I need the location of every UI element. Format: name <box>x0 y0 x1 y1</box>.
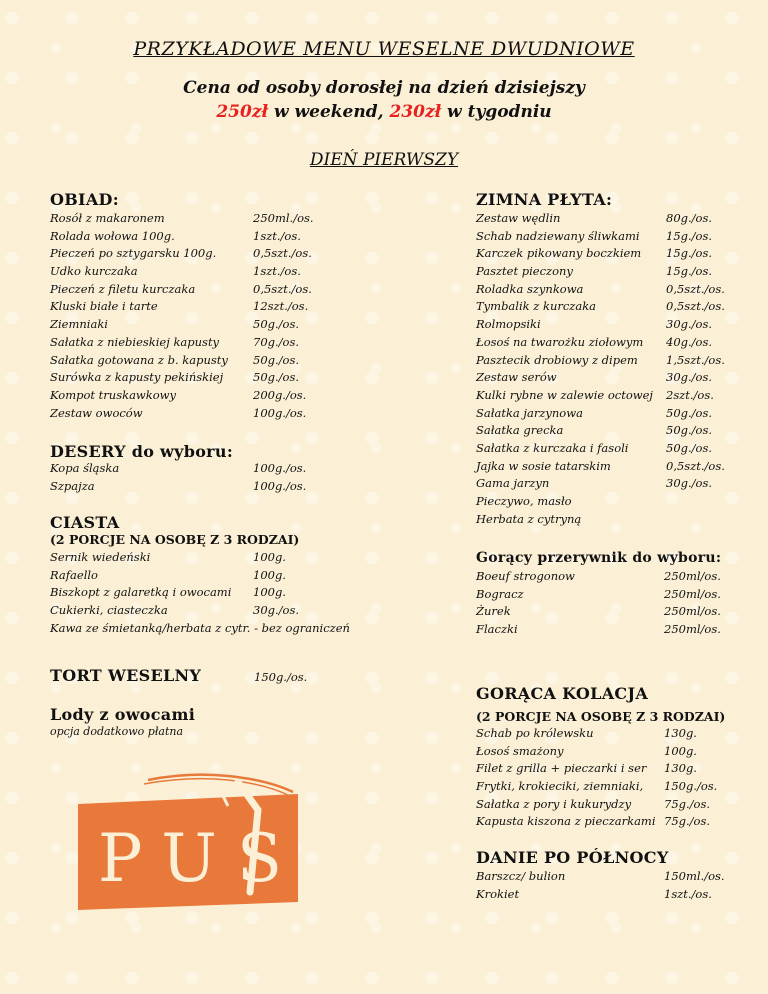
menu-item-portion: 100g./os. <box>253 461 307 475</box>
polnoc-list <box>476 868 736 903</box>
menu-item-name: Krokiet <box>476 886 520 901</box>
menu-item <box>476 281 736 299</box>
menu-item <box>50 334 350 352</box>
menu-item-portion: 250ml/os. <box>664 569 721 583</box>
kolacja-sub: (2 PORCJE NA OSOBĘ Z 3 RODZAI) <box>476 709 726 724</box>
menu-item <box>50 478 350 496</box>
menu-item-name: Bogracz <box>476 586 524 601</box>
menu-item-name: Sałatka z niebieskiej kapusty <box>50 334 220 349</box>
menu-item-name: Pasztecik drobiowy z dipem <box>476 352 638 367</box>
desery-list <box>50 460 350 495</box>
menu-item <box>50 298 350 316</box>
menu-item-name: Sałatka gotowana z b. kapusty <box>50 352 228 367</box>
page-title: PRZYKŁADOWE MENU WESELNE DWUDNIOWE <box>133 38 635 60</box>
menu-item-name: Frytki, krokieciki, ziemniaki, <box>476 779 644 794</box>
menu-item-portion: 30g./os. <box>666 476 713 491</box>
menu-item-name: Filet z grilla + pieczarki i ser <box>476 761 647 776</box>
menu-item <box>476 316 736 334</box>
menu-item-name: Łosoś smażony <box>476 743 564 758</box>
menu-item-portion: 100g./os. <box>253 478 307 493</box>
menu-item <box>476 440 736 458</box>
menu-item-portion: 100g. <box>253 567 286 582</box>
menu-item-portion: 200g./os. <box>253 387 307 402</box>
menu-item-name: Sałatka z kurczaka i fasoli <box>476 440 629 455</box>
menu-item-portion: 250ml/os. <box>664 622 721 637</box>
menu-item-name: Rafaello <box>50 567 98 582</box>
menu-item <box>50 405 350 423</box>
menu-item-portion: 50g./os. <box>253 317 300 332</box>
weekday-text: w tygodniu <box>441 102 552 122</box>
menu-item-portion: 80g./os. <box>666 211 713 225</box>
ciasta-heading: CIASTA <box>50 513 120 532</box>
menu-item-name: Kopa śląska <box>50 461 120 475</box>
menu-item <box>50 549 370 567</box>
menu-item <box>476 760 736 778</box>
menu-item-name: Biszkopt z galaretką i owocami <box>50 585 232 600</box>
menu-item-name: Pieczywo, masło <box>476 494 572 508</box>
menu-item-portion: 50g./os. <box>253 370 300 385</box>
menu-item <box>476 493 736 511</box>
menu-item-portion: 75g./os. <box>664 796 711 811</box>
menu-item-portion: 15g./os. <box>666 264 713 279</box>
menu-item-portion: 100g. <box>664 743 697 758</box>
menu-item-portion: 30g./os. <box>253 603 300 618</box>
menu-item-portion: 1szt./os. <box>253 228 301 243</box>
menu-item-name: Roladka szynkowa <box>476 281 584 296</box>
menu-item-name: Zestaw wędlin <box>476 211 561 225</box>
kolacja-list <box>476 725 736 831</box>
menu-item-name: Kompot truskawkowy <box>50 387 177 402</box>
menu-item-portion: 30g./os. <box>666 317 713 332</box>
menu-item-portion: 2szt./os. <box>666 387 714 402</box>
menu-item <box>476 369 736 387</box>
menu-item-portion: 15g./os. <box>666 228 713 243</box>
menu-item-portion: 50g./os. <box>253 352 300 367</box>
menu-item <box>476 475 736 493</box>
menu-item <box>50 369 350 387</box>
lody-note: opcja dodatkowo płatna <box>50 725 184 738</box>
menu-item-portion: 30g./os. <box>666 370 713 385</box>
menu-item <box>50 567 370 585</box>
menu-item-name: Rosół z makaronem <box>50 211 165 225</box>
menu-item-name: Sałatka z pory i kukurydzy <box>476 796 632 811</box>
menu-item <box>50 352 350 370</box>
menu-item <box>476 422 736 440</box>
pus-logo <box>78 772 308 912</box>
menu-item-portion: 100g. <box>253 550 286 564</box>
weekend-price: 250zł <box>216 102 269 122</box>
price-line: Cena od osoby dorosłej na dzień dzisiejszy <box>183 78 585 98</box>
menu-item-name: Herbata z cytryną <box>476 511 582 526</box>
menu-item <box>476 621 736 639</box>
menu-item <box>50 584 370 602</box>
menu-item-portion: 1szt./os. <box>664 886 712 901</box>
menu-item-portion: 0,5szt./os. <box>666 281 725 296</box>
menu-item-portion: 75g./os. <box>664 814 711 829</box>
menu-item-name: Pieczeń z filetu kurczaka <box>50 281 196 296</box>
price-detail <box>0 102 768 122</box>
menu-item-portion: 130g. <box>664 761 697 776</box>
menu-item-portion: 1szt./os. <box>253 264 301 279</box>
kolacja-heading: GORĄCA KOLACJA <box>476 684 649 703</box>
menu-item-name: Jajka w sosie tatarskim <box>476 458 611 473</box>
menu-item-portion: 0,5szt./os. <box>666 299 725 314</box>
menu-item-portion: 50g./os. <box>666 423 713 438</box>
menu-item-portion: 150ml./os. <box>664 869 725 883</box>
menu-item-name: Gama jarzyn <box>476 476 550 491</box>
menu-item-name: Rolada wołowa 100g. <box>50 228 175 243</box>
menu-item-name: Zestaw serów <box>476 370 557 385</box>
menu-item-name: Ziemniaki <box>50 317 108 332</box>
menu-item <box>476 743 736 761</box>
menu-item-name: Boeuf strogonow <box>476 569 575 583</box>
menu-item-name: Kulki rybne w zalewie octowej <box>476 387 653 402</box>
obiad-list <box>50 210 350 422</box>
obiad-heading: OBIAD: <box>50 190 119 209</box>
menu-item-name: Barszcz/ bulion <box>476 869 566 883</box>
menu-item-portion: 130g. <box>664 726 697 740</box>
weekday-price: 230zł <box>389 102 442 122</box>
tort-value: 150g./os. <box>254 670 308 684</box>
menu-item-name: Sałatka jarzynowa <box>476 405 583 420</box>
menu-item-portion: 0,5szt./os. <box>666 458 725 473</box>
menu-item-portion: 100g. <box>253 585 286 600</box>
menu-item <box>476 405 736 423</box>
menu-item <box>476 263 736 281</box>
menu-item-portion: 12szt./os. <box>253 299 309 314</box>
menu-item <box>476 458 736 476</box>
menu-item-name: Karczek pikowany boczkiem <box>476 246 642 261</box>
weekend-text: w weekend, <box>268 102 390 122</box>
menu-item-name: Tymbalik z kurczaka <box>476 299 597 314</box>
menu-item-portion: 100g./os. <box>253 405 307 420</box>
desery-heading: DESERY do wyboru: <box>50 442 234 461</box>
menu-item <box>476 778 736 796</box>
menu-item-name: Pieczeń po sztygarsku 100g. <box>50 246 217 261</box>
menu-item-portion: 0,5szt./os. <box>253 281 312 296</box>
coffee-line: Kawa ze śmietanką/herbata z cytr. - bez ograniczeń <box>50 621 350 635</box>
menu-item <box>476 813 736 831</box>
menu-item <box>476 228 736 246</box>
menu-item <box>50 460 350 478</box>
ciasta-list <box>50 549 370 620</box>
day-title: DIEŃ PIERWSZY <box>309 150 459 170</box>
menu-item <box>50 281 350 299</box>
menu-item-name: Szpajza <box>50 478 95 493</box>
menu-item <box>50 228 350 246</box>
menu-item-name: Żurek <box>476 604 511 619</box>
menu-item <box>476 886 736 904</box>
menu-item-name: Rolmopsiki <box>476 317 541 332</box>
menu-item-name: Sernik wiedeński <box>50 550 151 564</box>
menu-item-name: Kluski białe i tarte <box>50 299 158 314</box>
menu-item <box>476 586 736 604</box>
menu-item <box>476 352 736 370</box>
menu-item-portion: 0,5szt./os. <box>253 246 312 261</box>
menu-item <box>476 511 736 529</box>
menu-item <box>50 602 370 620</box>
menu-item <box>476 210 736 228</box>
menu-item <box>50 210 350 228</box>
menu-item <box>476 868 736 886</box>
menu-item-portion: 250ml/os. <box>664 604 721 619</box>
menu-item-portion: 1,5szt./os. <box>666 352 725 367</box>
menu-item-portion: 40g./os. <box>666 334 713 349</box>
menu-item-name: Udko kurczaka <box>50 264 138 279</box>
menu-item <box>476 603 736 621</box>
menu-item-name: Schab nadziewany śliwkami <box>476 228 640 243</box>
menu-item-name: Łosoś na twarożku ziołowym <box>476 334 644 349</box>
menu-item <box>50 387 350 405</box>
przerywnik-list <box>476 568 736 639</box>
lody-heading: Lody z owocami <box>50 705 196 724</box>
menu-item-portion: 250ml/os. <box>664 586 721 601</box>
menu-item-name: Cukierki, ciasteczka <box>50 603 168 618</box>
menu-item-name: Kapusta kiszona z pieczarkami <box>476 814 656 829</box>
menu-item <box>50 245 350 263</box>
logo-text: PUS <box>98 820 303 897</box>
menu-item <box>50 316 350 334</box>
menu-item-name: Pasztet pieczony <box>476 264 573 279</box>
menu-item-name: Schab po królewsku <box>476 726 594 740</box>
menu-item-name: Sałatka grecka <box>476 423 564 438</box>
menu-item-name: Surówka z kapusty pekińskiej <box>50 370 224 385</box>
menu-item <box>476 796 736 814</box>
menu-item-portion: 250ml./os. <box>253 211 314 225</box>
menu-item-portion: 15g./os. <box>666 246 713 261</box>
ciasta-sub: (2 PORCJE NA OSOBĘ Z 3 RODZAI) <box>50 532 300 547</box>
menu-item <box>476 387 736 405</box>
tort-heading: TORT WESELNY <box>50 666 202 685</box>
zimna-list <box>476 210 736 528</box>
przerywnik-heading: Gorący przerywnik do wyboru: <box>476 550 722 566</box>
menu-item-portion: 150g./os. <box>664 779 718 794</box>
menu-item <box>476 568 736 586</box>
menu-item-portion: 70g./os. <box>253 334 300 349</box>
menu-item <box>476 334 736 352</box>
menu-item-portion: 50g./os. <box>666 405 713 420</box>
polnoc-heading: DANIE PO PÓŁNOCY <box>476 848 669 867</box>
zimna-heading: ZIMNA PŁYTA: <box>476 190 613 209</box>
menu-item <box>476 725 736 743</box>
menu-item-name: Zestaw owoców <box>50 405 143 420</box>
menu-item <box>476 298 736 316</box>
menu-item <box>50 263 350 281</box>
menu-item-portion: 50g./os. <box>666 440 713 455</box>
menu-item <box>476 245 736 263</box>
menu-item-name: Flaczki <box>476 622 518 637</box>
